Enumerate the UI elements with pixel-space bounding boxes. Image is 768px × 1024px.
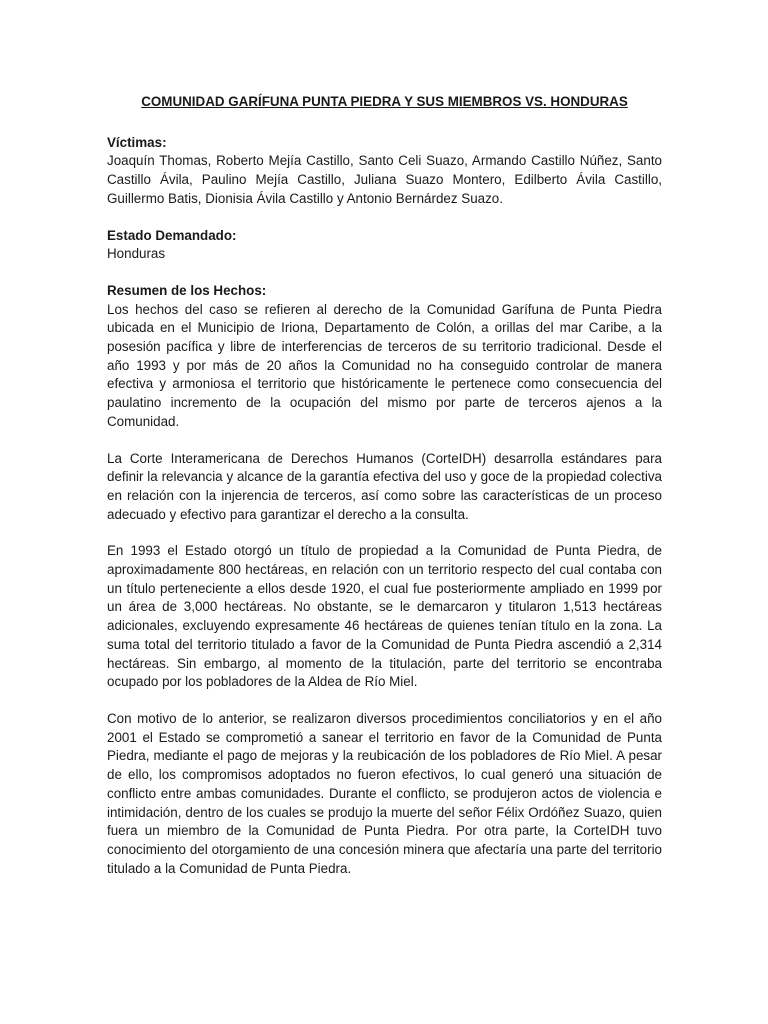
summary-paragraph-1: Los hechos del caso se refieren al derecho de la Comunidad Garífuna de Punta Piedra ubicada en el Municipio de Iriona, Departamento de Colón, a orillas del mar Caribe, a la posesión pacífica y libre de interferencias de terceros de su territorio tradicional. Desde el año 1993 y por más de 20 años la Comunidad no ha conseguido controlar de manera efectiva y armoniosa el territorio que históricamente le pertenece como consecuencia del paulatino incremento de la ocupación del mismo por parte de terceros ajenos a la Comunidad.	[107, 301, 662, 429]
paragraph-spacer	[107, 692, 662, 710]
state-heading: Estado Demandado:	[107, 227, 237, 243]
summary-paragraph-2: La Corte Interamericana de Derechos Humanos (CorteIDH) desarrolla estándares para definir la relevancia y alcance de la garantía efectiva del uso y goce de la propiedad colectiva en relación con la injerencia de terceros, así como sobre las características de un proceso adecuado y efectivo para garantizar el derecho a la consulta.	[107, 450, 662, 522]
state-section	[107, 227, 662, 264]
victims-heading: Víctimas:	[107, 134, 167, 150]
summary-paragraph-3: En 1993 el Estado otorgó un título de propiedad a la Comunidad de Punta Piedra, de aproximadamente 800 hectáreas, en relación con un territorio respecto del cual contaba con un título perteneciente a ellos desde 1920, el cual fue posteriormente ampliado en 1999 por un área de 3,000 hectáreas. No obstante, se le demarcaron y titularon 1,513 hectáreas adicionales, excluyendo expresamente 46 hectáreas de quienes tenían título en la zona. La suma total del territorio titulado a favor de la Comunidad de Punta Piedra ascendió a 2,314 hectáreas. Sin embargo, al momento de la titulación, parte del territorio se encontraba ocupado por los pobladores de la Aldea de Río Miel.	[107, 543, 662, 690]
document-title: COMUNIDAD GARÍFUNA PUNTA PIEDRA Y SUS MIEMBROS VS. HONDURAS	[141, 94, 628, 109]
victims-list: Joaquín Thomas, Roberto Mejía Castillo, Santo Celi Suazo, Armando Castillo Núñez, Santo Castillo Ávila, Paulino Mejía Castillo, Juliana Suazo Montero, Edilberto Ávila Castillo, Guillermo Batis, Dionisia Ávila Castillo y Antonio Bernárdez Suazo.	[107, 153, 662, 206]
victims-section	[107, 134, 662, 209]
state-name: Honduras	[107, 246, 166, 262]
summary-heading: Resumen de los Hechos:	[107, 282, 267, 298]
document-page	[107, 93, 662, 878]
summary-paragraph-4: Con motivo de lo anterior, se realizaron diversos procedimientos conciliatorios y en el año 2001 el Estado se comprometió a sanear el territorio en favor de la Comunidad de Punta Piedra, mediante el pago de mejoras y la reubicación de los pobladores de Río Miel. A pesar de ello, los compromisos adoptados no fueron efectivos, lo cual generó una situación de conflicto entre ambas comunidades. Durante el conflicto, se produjeron actos de violencia e intimidación, dentro de los cuales se produjo la muerte del señor Félix Ordóñez Suazo, quien fuera un miembro de la Comunidad de Punta Piedra. Por otra parte, la CorteIDH tuvo conocimiento del otorgamiento de una concesión minera que afectaría una parte del territorio titulado a la Comunidad de Punta Piedra.	[107, 710, 662, 876]
paragraph-spacer	[107, 524, 662, 542]
paragraph-spacer	[107, 432, 662, 450]
summary-section	[107, 282, 662, 878]
